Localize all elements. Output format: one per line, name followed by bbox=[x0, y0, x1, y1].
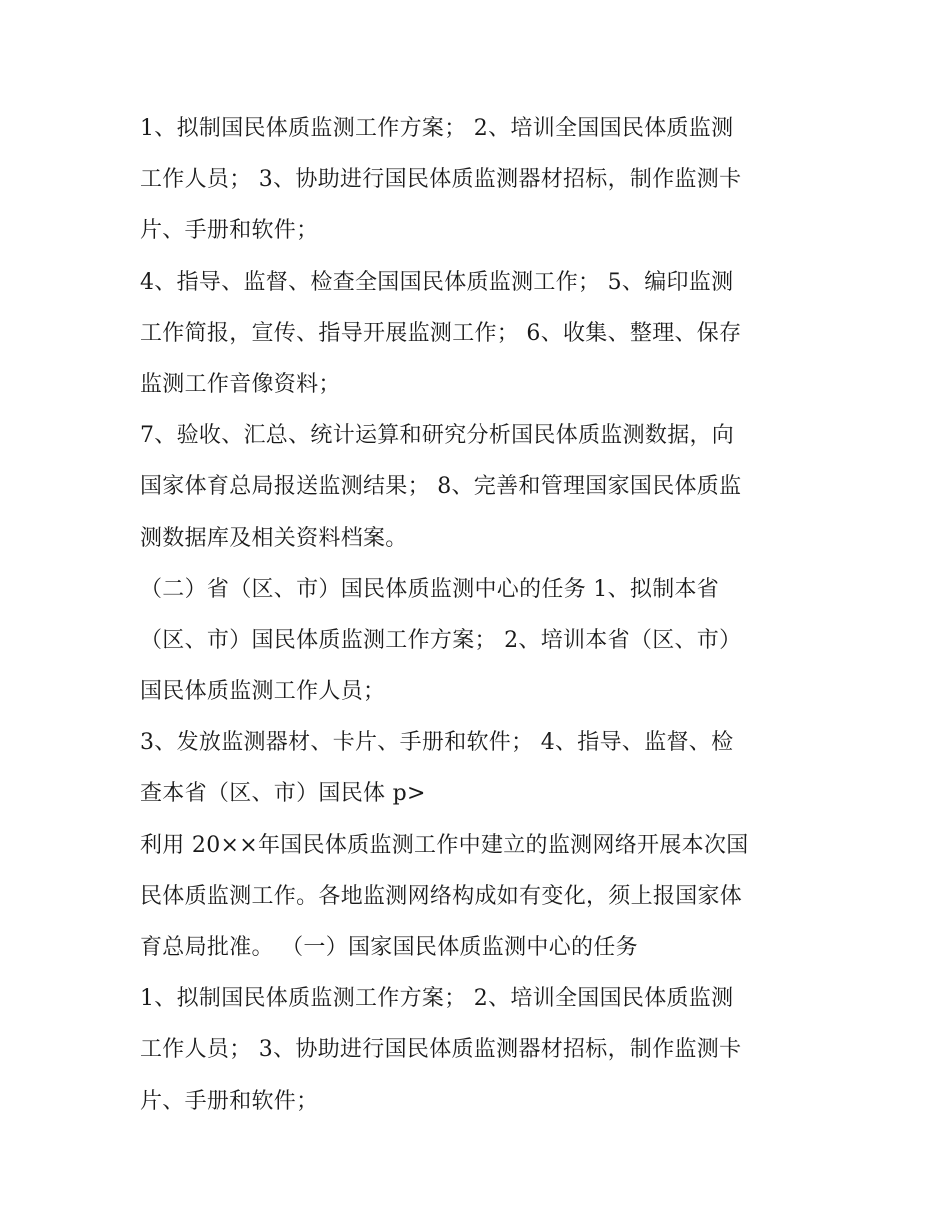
text-line: 4、指导、监督、检查全国国民体质监测工作； 5、编印监测 bbox=[140, 269, 734, 295]
text-line: 工作人员； 3、协助进行国民体质监测器材招标，制作监测卡 bbox=[140, 1037, 742, 1063]
text-line: 国民体质监测工作人员； bbox=[140, 679, 386, 705]
text-line: 利用 20××年国民体质监测工作中建立的监测网络开展本次国 bbox=[140, 832, 749, 858]
text-line: （二）省（区、市）国民体质监测中心的任务 1、拟制本省 bbox=[140, 576, 720, 602]
text-line: 1、拟制国民体质监测工作方案； 2、培训全国国民体质监测 bbox=[140, 986, 734, 1012]
text-line: 1、拟制国民体质监测工作方案； 2、培训全国国民体质监测 bbox=[140, 116, 734, 141]
text-line: 工作简报，宣传、指导开展监测工作； 6、收集、整理、保存 bbox=[140, 320, 742, 346]
text-line: 民体质监测工作。各地监测网络构成如有变化，须上报国家体 bbox=[140, 883, 743, 909]
text-line: 7、验收、汇总、统计运算和研究分析国民体质监测数据，向 bbox=[140, 423, 735, 449]
text-line: （区、市）国民体质监测工作方案； 2、培训本省（区、市） bbox=[140, 627, 742, 653]
text-line: 育总局批准。 （一）国家国民体质监测中心的任务 bbox=[140, 935, 638, 960]
document-body bbox=[140, 103, 820, 1127]
text-line: 测数据库及相关资料档案。 bbox=[140, 525, 408, 551]
text-line: 片、手册和软件； bbox=[140, 218, 319, 244]
text-line: 监测工作音像资料； bbox=[140, 371, 341, 397]
text-line: 国家体育总局报送监测结果； 8、完善和管理国家国民体质监 bbox=[140, 474, 742, 500]
text-line: 查本省（区、市）国民体 p> bbox=[140, 781, 426, 807]
text-line: 工作人员； 3、协助进行国民体质监测器材招标，制作监测卡 bbox=[140, 167, 742, 193]
text-line: 3、发放监测器材、卡片、手册和软件； 4、指导、监督、检 bbox=[140, 730, 734, 756]
text-line: 片、手册和软件； bbox=[140, 1088, 319, 1114]
